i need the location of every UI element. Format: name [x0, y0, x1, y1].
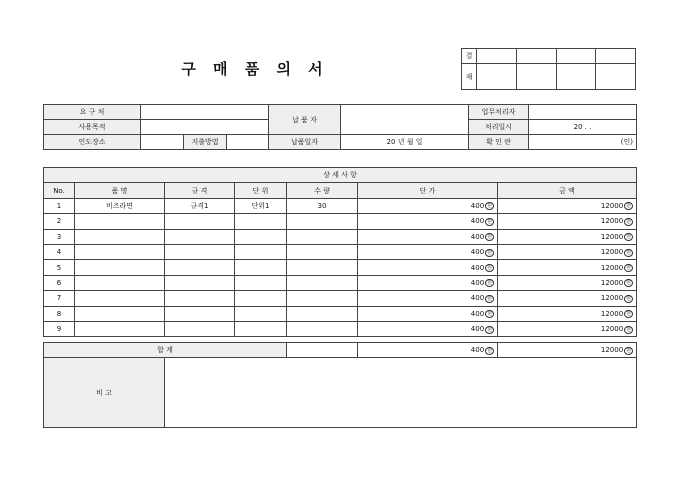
purpose-field[interactable] [141, 120, 269, 135]
row-qty[interactable] [287, 244, 358, 259]
info-table [43, 104, 637, 150]
seal-mark: (인) [620, 138, 634, 146]
vendor-label: 납 품 자 [269, 105, 341, 135]
row-price-value: 400 [470, 294, 485, 303]
won-mark: 원 [487, 249, 492, 256]
row-qty[interactable] [287, 321, 358, 336]
total-amount[interactable] [498, 343, 637, 358]
purpose-label: 사용목적 [44, 120, 141, 135]
document-title: 구 매 품 의 서 [181, 60, 329, 78]
table-row [44, 229, 637, 244]
row-price-value: 400 [470, 201, 485, 210]
requester-field[interactable] [141, 105, 269, 120]
row-spec[interactable] [165, 214, 235, 229]
header-amount: 금 액 [498, 183, 637, 198]
total-qty[interactable] [287, 343, 358, 358]
row-price[interactable] [358, 291, 498, 306]
confirm-field[interactable] [529, 135, 637, 150]
approval-label-top: 결 [462, 49, 477, 64]
approval-sign-cell[interactable] [556, 64, 596, 90]
delivery-place-label: 인도장소 [44, 135, 141, 150]
row-unit[interactable] [235, 275, 287, 290]
row-amount[interactable] [498, 321, 637, 336]
won-mark: 원 [626, 326, 632, 333]
won-mark: 원 [487, 311, 492, 318]
confirm-label: 확 인 란 [469, 135, 529, 150]
row-qty[interactable] [287, 291, 358, 306]
row-unit[interactable] [235, 260, 287, 275]
total-remarks-table [43, 342, 637, 428]
row-name[interactable] [75, 306, 165, 321]
won-mark: 원 [626, 234, 632, 241]
row-no: 3 [44, 229, 75, 244]
row-amount[interactable] [498, 214, 637, 229]
approval-sign-cell[interactable] [516, 64, 556, 90]
table-row [44, 291, 637, 306]
row-no: 6 [44, 275, 75, 290]
delivery-date-label: 납품일자 [269, 135, 341, 150]
row-price[interactable] [358, 275, 498, 290]
row-unit[interactable] [235, 291, 287, 306]
approval-cell[interactable] [477, 49, 517, 64]
row-price-value: 400 [470, 248, 485, 257]
row-unit[interactable] [235, 229, 287, 244]
row-unit[interactable] [235, 321, 287, 336]
row-price[interactable] [358, 229, 498, 244]
row-amount-value: 12000 [600, 201, 624, 210]
row-qty[interactable]: 30 [287, 198, 358, 213]
won-mark: 원 [487, 295, 492, 302]
row-unit[interactable] [235, 244, 287, 259]
row-name[interactable] [75, 260, 165, 275]
row-price-value: 400 [470, 263, 485, 272]
header-price: 단 가 [358, 183, 498, 198]
row-price-value: 400 [470, 309, 485, 318]
row-spec[interactable] [165, 260, 235, 275]
delivery-place-field[interactable] [141, 135, 184, 150]
row-qty[interactable] [287, 275, 358, 290]
row-qty[interactable] [287, 306, 358, 321]
row-name[interactable] [75, 275, 165, 290]
row-amount-value: 12000 [600, 248, 624, 257]
row-no: 4 [44, 244, 75, 259]
row-qty[interactable] [287, 229, 358, 244]
detail-table [43, 167, 637, 337]
row-qty[interactable] [287, 260, 358, 275]
row-amount-value: 12000 [600, 278, 624, 287]
row-price[interactable] [358, 198, 498, 213]
total-price[interactable] [358, 343, 498, 358]
row-amount[interactable] [498, 291, 637, 306]
approval-cell[interactable] [596, 49, 636, 64]
row-price[interactable] [358, 244, 498, 259]
remarks-label: 비 고 [44, 358, 165, 428]
row-no: 9 [44, 321, 75, 336]
row-spec[interactable] [165, 275, 235, 290]
table-row [44, 275, 637, 290]
approval-cell[interactable] [516, 49, 556, 64]
won-mark: 원 [487, 326, 492, 333]
header-qty: 수 량 [287, 183, 358, 198]
won-mark: 원 [487, 203, 492, 210]
table-row [44, 321, 637, 336]
row-amount-value: 12000 [600, 309, 624, 318]
approval-label-bottom: 재 [462, 64, 477, 90]
row-amount[interactable] [498, 275, 637, 290]
row-spec[interactable] [165, 306, 235, 321]
row-spec[interactable] [165, 291, 235, 306]
row-amount[interactable] [498, 306, 637, 321]
delivery-date-field[interactable]: 20 년 월 일 [341, 135, 469, 150]
row-price[interactable] [358, 321, 498, 336]
detail-section-title: 상 세 사 항 [44, 168, 637, 183]
row-qty[interactable] [287, 214, 358, 229]
row-amount-value: 12000 [600, 232, 624, 241]
row-price[interactable] [358, 260, 498, 275]
won-mark: 원 [626, 295, 632, 302]
row-spec[interactable] [165, 244, 235, 259]
approval-cell[interactable] [556, 49, 596, 64]
row-price-value: 400 [470, 325, 485, 334]
row-price-value: 400 [470, 217, 485, 226]
header-unit: 단 위 [235, 183, 287, 198]
handler-label: 업무처리자 [469, 105, 529, 120]
row-amount[interactable] [498, 198, 637, 213]
handler-field[interactable] [529, 105, 637, 120]
row-unit[interactable] [235, 214, 287, 229]
remarks-field[interactable] [165, 358, 637, 428]
row-amount-value: 12000 [600, 217, 624, 226]
row-no: 1 [44, 198, 75, 213]
header-no: No. [44, 183, 75, 198]
table-row [44, 306, 637, 321]
won-mark: 원 [487, 280, 492, 287]
row-name[interactable] [75, 229, 165, 244]
total-label: 합 계 [44, 343, 287, 358]
table-row [44, 244, 637, 259]
won-mark: 원 [626, 347, 631, 354]
row-amount[interactable] [498, 244, 637, 259]
won-mark: 원 [626, 280, 632, 287]
won-mark: 원 [626, 203, 632, 210]
row-no: 7 [44, 291, 75, 306]
row-amount[interactable] [498, 260, 637, 275]
total-price-value: 400 [470, 346, 485, 354]
row-name[interactable] [75, 244, 165, 259]
row-spec[interactable]: 규격1 [165, 198, 235, 213]
table-row [44, 214, 637, 229]
won-mark: 원 [626, 311, 632, 318]
header-name: 품 명 [75, 183, 165, 198]
row-price-value: 400 [470, 278, 485, 287]
process-date-field[interactable]: 20 . . [529, 120, 637, 135]
process-date-label: 처리일시 [469, 120, 529, 135]
won-mark: 원 [626, 249, 632, 256]
payment-method-label: 지출방법 [184, 135, 227, 150]
row-no: 8 [44, 306, 75, 321]
row-amount-value: 12000 [600, 263, 624, 272]
row-no: 2 [44, 214, 75, 229]
won-mark: 원 [487, 218, 492, 225]
row-price-value: 400 [470, 232, 485, 241]
row-spec[interactable] [165, 229, 235, 244]
row-amount-value: 12000 [600, 325, 624, 334]
row-price[interactable] [358, 306, 498, 321]
approval-sign-cell[interactable] [596, 64, 636, 90]
total-amount-value: 12000 [600, 346, 624, 354]
table-row [44, 198, 637, 213]
row-price[interactable] [358, 214, 498, 229]
row-name[interactable]: 비즈라면 [75, 198, 165, 213]
approval-box [461, 48, 636, 90]
row-amount[interactable] [498, 229, 637, 244]
won-mark: 원 [626, 265, 632, 272]
row-amount-value: 12000 [600, 294, 624, 303]
row-unit[interactable] [235, 306, 287, 321]
approval-sign-cell[interactable] [477, 64, 517, 90]
won-mark: 원 [487, 234, 492, 241]
payment-method-field[interactable] [227, 135, 269, 150]
table-row [44, 260, 637, 275]
row-name[interactable] [75, 214, 165, 229]
row-unit[interactable]: 단위1 [235, 198, 287, 213]
vendor-field[interactable] [341, 105, 469, 135]
won-mark: 원 [487, 265, 492, 272]
row-no: 5 [44, 260, 75, 275]
row-spec[interactable] [165, 321, 235, 336]
won-mark: 원 [487, 347, 492, 354]
header-spec: 규 격 [165, 183, 235, 198]
row-name[interactable] [75, 321, 165, 336]
row-name[interactable] [75, 291, 165, 306]
requester-label: 요 구 처 [44, 105, 141, 120]
won-mark: 원 [626, 218, 632, 225]
